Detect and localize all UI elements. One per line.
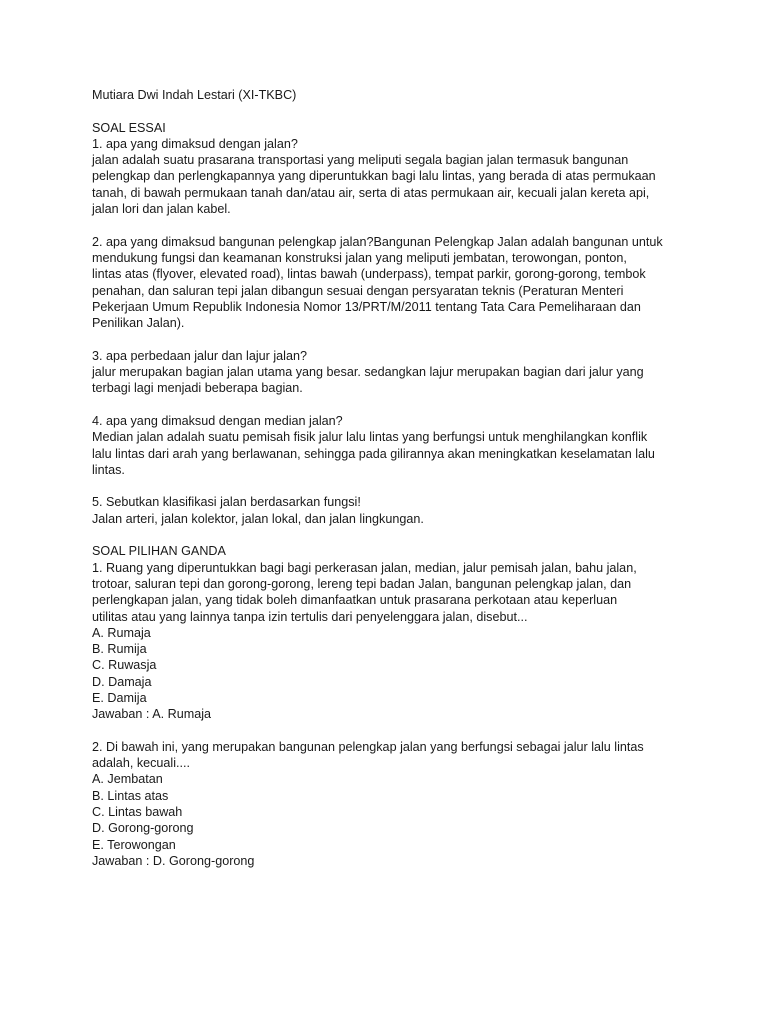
spacer — [92, 527, 682, 543]
mc-q1-option: A. Rumaja — [92, 625, 151, 640]
mc-q1-line: 1. Ruang yang diperuntukkan bagi bagi perkerasan jalan, median, jalur pemisah jalan, bahu jalan, — [92, 560, 637, 575]
essay-q2-line: 2. apa yang dimaksud bangunan pelengkap jalan?Bangunan Pelengkap Jalan adalah bangunan untuk — [92, 234, 663, 249]
essay-q4-line: lalu lintas dari arah yang berlawanan, sehingga pada gilirannya akan meningkatkan keselamatan lalu — [92, 446, 655, 461]
essay-q4-line: 4. apa yang dimaksud dengan median jalan? — [92, 413, 343, 428]
essay-q2-line: lintas atas (flyover, elevated road), lintas bawah (underpass), tempat parkir, gorong-gorong, tembok — [92, 267, 646, 282]
mc-question-2 — [92, 739, 682, 869]
essay-q4-line: lintas. — [92, 462, 125, 477]
essay-heading: SOAL ESSAI — [92, 120, 166, 135]
essay-question-5 — [92, 494, 682, 527]
mc-q2-option: D. Gorong-gorong — [92, 821, 194, 836]
essay-q2-line: penahan, dan saluran tepi jalan dibangun sesuai dengan persyaratan teknis (Peraturan Menteri — [92, 283, 624, 298]
mc-q2-answer: Jawaban : D. Gorong-gorong — [92, 853, 255, 868]
spacer — [92, 331, 682, 347]
mc-q1-line: trotoar, saluran tepi dan gorong-gorong, lereng tepi badan Jalan, bangunan pelengkap jalan, dan — [92, 576, 632, 591]
spacer — [92, 217, 682, 233]
essay-question-4 — [92, 413, 682, 478]
mc-q1-option: E. Damija — [92, 690, 147, 705]
spacer — [92, 478, 682, 494]
essay-q5-line: 5. Sebutkan klasifikasi jalan berdasarkan fungsi! — [92, 495, 361, 510]
mc-q1-option: B. Rumija — [92, 642, 147, 657]
mc-q2-option: B. Lintas atas — [92, 788, 169, 803]
document-page — [92, 87, 682, 869]
mc-q2-option: A. Jembatan — [92, 772, 163, 787]
multiple-choice-heading: SOAL PILIHAN GANDA — [92, 544, 226, 559]
essay-q4-line: Median jalan adalah suatu pemisah fisik jalur lalu lintas yang berfungsi untuk menghilangkan konflik — [92, 430, 648, 445]
mc-q2-line: 2. Di bawah ini, yang merupakan bangunan pelengkap jalan yang berfungsi sebagai jalur lalu lintas — [92, 739, 644, 754]
essay-q2-line: Pekerjaan Umum Republik Indonesia Nomor 13/PRT/M/2011 tentang Tata Cara Pemeliharaan dan — [92, 299, 641, 314]
mc-q1-line: utilitas atau yang lainnya tanpa izin tertulis dari penyelenggara jalan, disebut... — [92, 609, 528, 624]
essay-question-1 — [92, 136, 682, 217]
mc-q2-line: adalah, kecuali.... — [92, 756, 191, 771]
author-line: Mutiara Dwi Indah Lestari (XI-TKBC) — [92, 88, 297, 102]
essay-question-2 — [92, 234, 682, 332]
essay-q3-line: jalur merupakan bagian jalan utama yang besar. sedangkan lajur merupakan bagian dari jalur yang — [92, 365, 644, 380]
essay-q2-line: mendukung fungsi dan keamanan konstruksi jalan yang meliputi jembatan, terowongan, ponton, — [92, 250, 627, 265]
mc-q1-answer: Jawaban : A. Rumaja — [92, 707, 212, 722]
mc-q2-option: C. Lintas bawah — [92, 805, 183, 820]
essay-q2-line: Penilikan Jalan). — [92, 316, 185, 331]
essay-q3-line: 3. apa perbedaan jalur dan lajur jalan? — [92, 348, 307, 363]
mc-q1-option: D. Damaja — [92, 674, 152, 689]
essay-q1-line: 1. apa yang dimaksud dengan jalan? — [92, 136, 298, 151]
mc-q1-line: perlengkapan jalan, yang tidak boleh dimanfaatkan untuk prasarana perkotaan atau keperluan — [92, 593, 618, 608]
mc-question-1 — [92, 560, 682, 723]
mc-q2-option: E. Terowongan — [92, 837, 176, 852]
spacer — [92, 723, 682, 739]
spacer — [92, 397, 682, 413]
essay-q1-line: jalan adalah suatu prasarana transportasi yang meliputi segala bagian jalan termasuk bangunan — [92, 153, 629, 168]
essay-q5-line: Jalan arteri, jalan kolektor, jalan lokal, dan jalan lingkungan. — [92, 511, 424, 526]
essay-q1-line: tanah, di bawah permukaan tanah dan/atau air, serta di atas permukaan air, kecuali jalan kereta api, — [92, 185, 650, 200]
spacer — [92, 103, 682, 119]
essay-q1-line: jalan lori dan jalan kabel. — [92, 202, 231, 217]
mc-q1-option: C. Ruwasja — [92, 658, 157, 673]
essay-question-3 — [92, 348, 682, 397]
essay-q3-line: terbagi lagi menjadi beberapa bagian. — [92, 381, 303, 396]
essay-q1-line: pelengkap dan perlengkapannya yang diperuntukkan bagi lalu lintas, yang berada di atas permukaan — [92, 169, 656, 184]
